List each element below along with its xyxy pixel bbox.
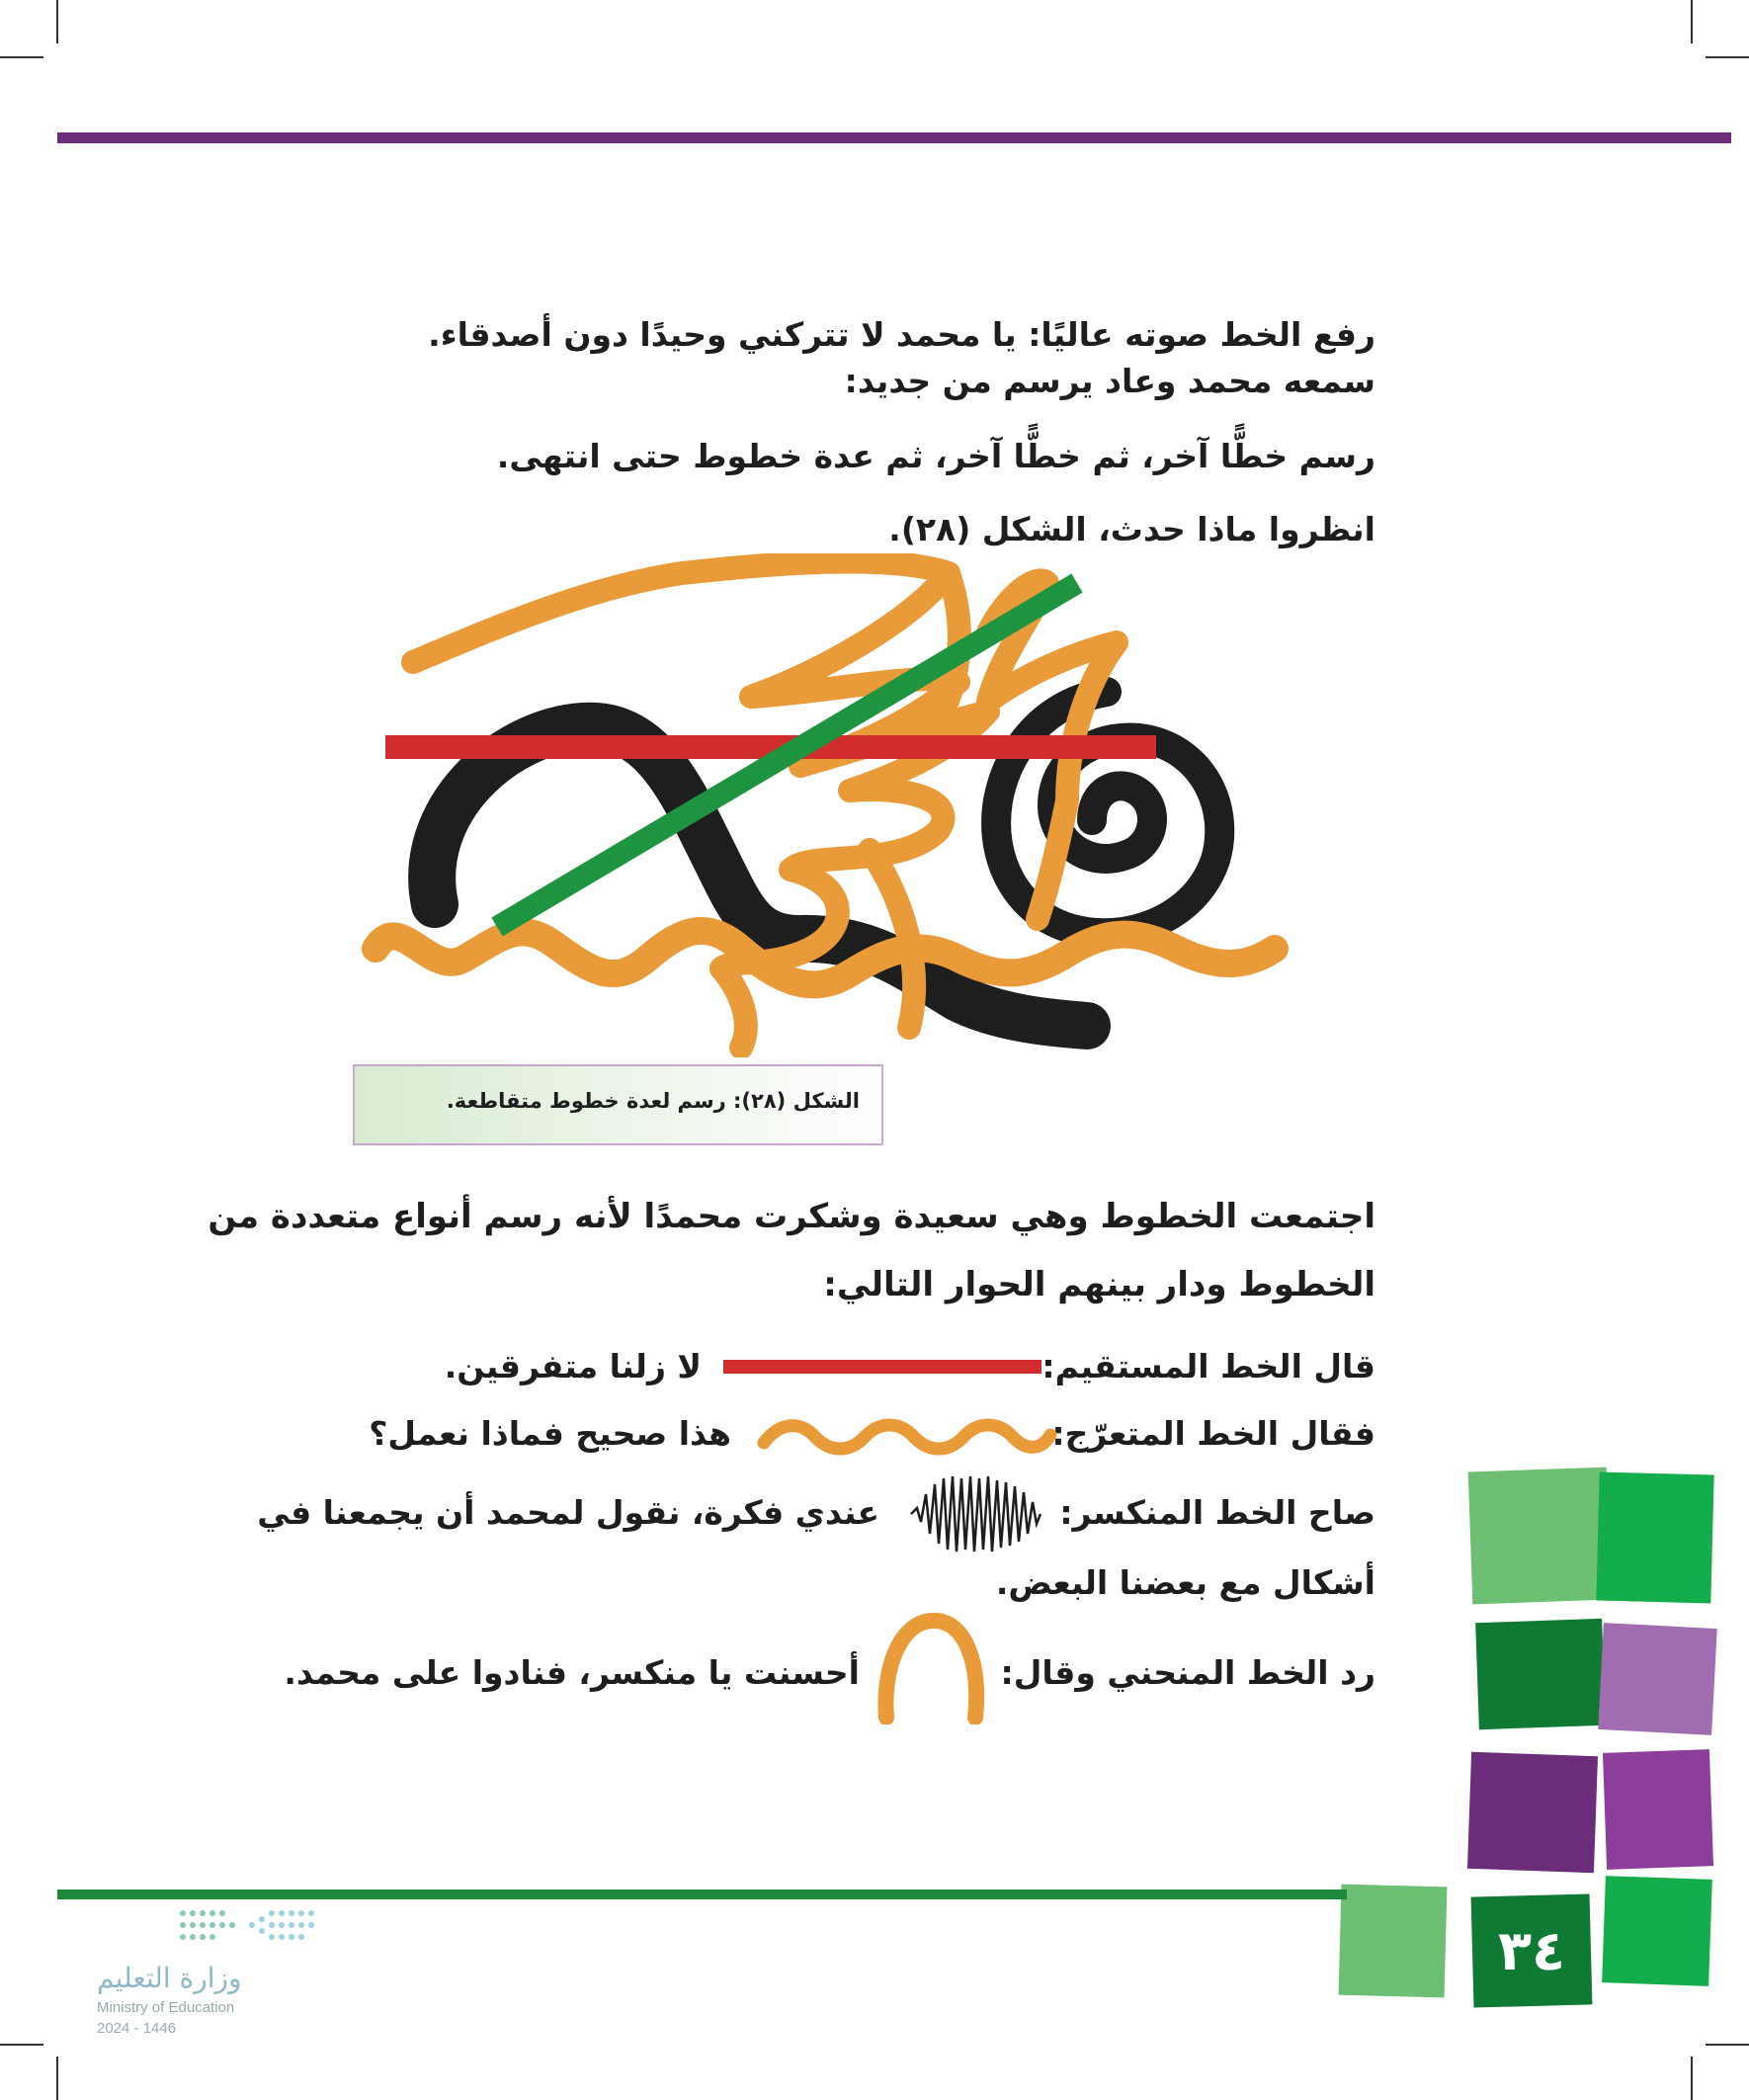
crop-mark: [0, 56, 43, 58]
speaker-straight: قال الخط المستقيم:: [1041, 1347, 1375, 1386]
speech-zigzag: عندي فكرة، نقول لمحمد أن يجمعنا في: [257, 1493, 879, 1532]
speaker-wavy: فقال الخط المتعرّج:: [1051, 1414, 1375, 1453]
figure-caption: الشكل (٢٨): رسم لعدة خطوط متقاطعة.: [446, 1089, 860, 1113]
story-line-3: رسم خطًّا آخر، ثم خطًّا آخر، ثم عدة خطوط حتى انتهى.: [496, 437, 1375, 475]
bottom-divider: [57, 1890, 1347, 1899]
crop-mark: [56, 2057, 58, 2100]
top-divider: [57, 132, 1731, 143]
edition-year: 2024 - 1446: [97, 2020, 177, 2037]
figure-caption-box: [353, 1064, 883, 1145]
curved-line-icon: [874, 1611, 993, 1724]
speech-curved: أحسنت يا منكسر، فنادوا على محمد.: [284, 1653, 860, 1692]
crop-mark: [1706, 2044, 1749, 2046]
deco-tile: [1603, 1749, 1713, 1870]
speaker-curved: رد الخط المنحني وقال:: [1000, 1653, 1375, 1692]
straight-line-icon: [723, 1360, 1041, 1374]
intersecting-lines-illustration: [356, 553, 1294, 1057]
speech-wavy: هذا صحيح فماذا نعمل؟: [369, 1414, 731, 1453]
crop-mark: [1691, 0, 1693, 43]
deco-tile: [1596, 1472, 1713, 1604]
black-spiral: [996, 692, 1219, 933]
deco-tile: [1468, 1468, 1612, 1605]
speech-zigzag-continued: أشكال مع بعضنا البعض.: [995, 1563, 1375, 1602]
deco-tile: [1602, 1876, 1712, 1986]
narration-line-2: الخطوط ودار بينهم الحوار التالي:: [823, 1265, 1375, 1304]
wavy-line-icon: [756, 1415, 1057, 1459]
speech-straight: لا زلنا متفرقين.: [444, 1347, 702, 1386]
page-number: ٣٤: [1497, 1919, 1566, 1983]
deco-tile: [1475, 1619, 1606, 1729]
crop-mark: [0, 2044, 43, 2046]
deco-tile: [1467, 1752, 1598, 1873]
narration-line-1: اجتمعت الخطوط وهي سعيدة وشكرت محمدًا لأنه رسم أنواع متعددة من: [208, 1197, 1375, 1236]
ministry-name-arabic: وزارة التعليم: [97, 1962, 242, 1994]
story-line-2: سمعه محمد وعاد يرسم من جديد:: [844, 362, 1375, 400]
crop-mark: [1691, 2057, 1693, 2100]
ministry-name-english: Ministry of Education: [97, 1999, 235, 2016]
deco-tile: [1598, 1623, 1716, 1735]
story-line-1: رفع الخط صوته عاليًا: يا محمد لا تتركني وحيدًا دون أصدقاء.: [428, 315, 1375, 354]
speaker-zigzag: صاح الخط المنكسر:: [1059, 1493, 1375, 1532]
crop-mark: [56, 0, 58, 43]
crop-mark: [1706, 56, 1749, 58]
ministry-logo-dots-icon: [173, 1905, 321, 1955]
story-line-4: انظروا ماذا حدث، الشكل (٢٨).: [888, 510, 1375, 548]
deco-tile: [1339, 1885, 1448, 1998]
zigzag-line-icon: [909, 1472, 1042, 1556]
